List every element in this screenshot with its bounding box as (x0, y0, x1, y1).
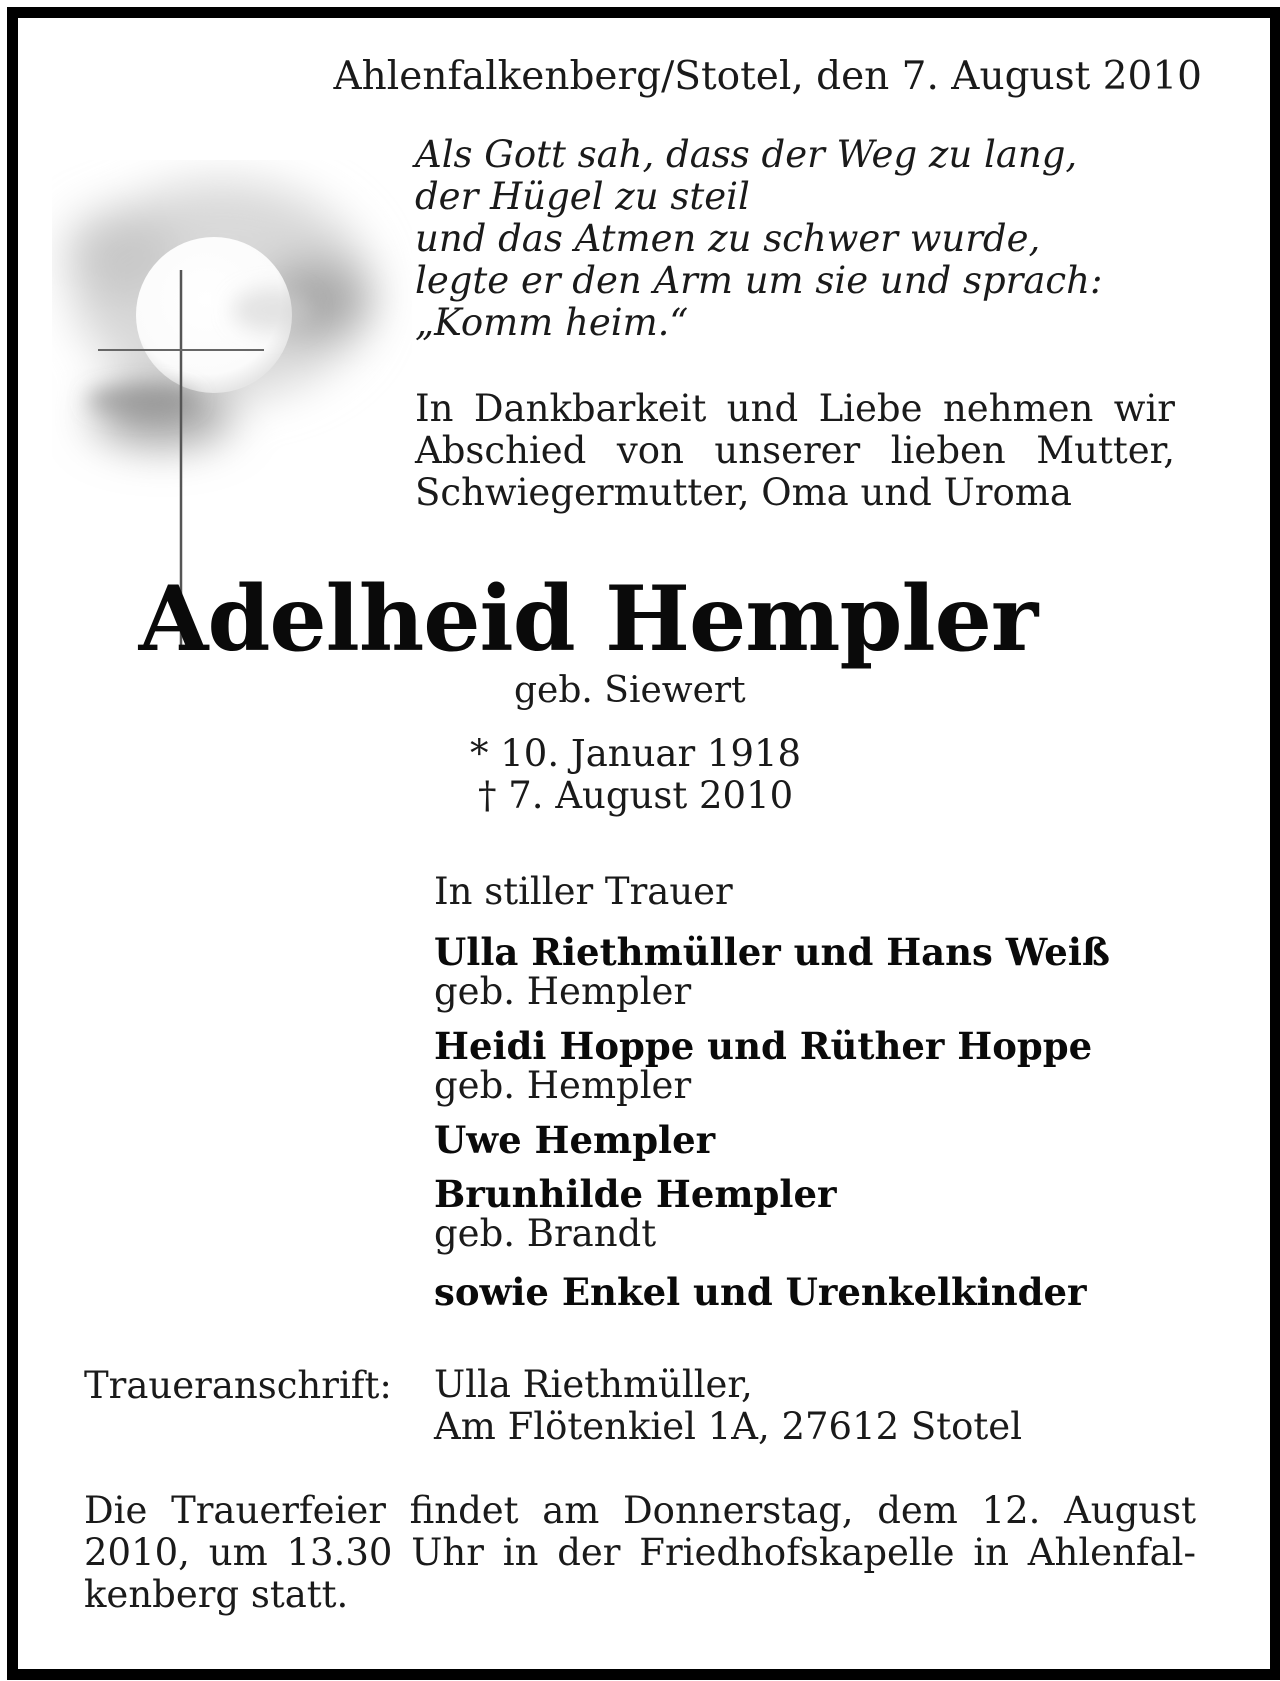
mourners-extra: sowie Enkel und Urenkelkinder (434, 1270, 1087, 1314)
ceremony-line: Die Trauerfeier findet am Donnerstag, dem 12. August (84, 1489, 1196, 1532)
poem (415, 134, 1102, 344)
mourner-born: geb. Hempler (434, 1064, 692, 1107)
deceased-name-row (0, 566, 1280, 672)
poem-line: der Hügel zu steil (415, 175, 750, 218)
address-label: Traueranschrift: (84, 1364, 392, 1407)
address-line: Am Flötenkiel 1A, 27612 Stotel (434, 1405, 1023, 1448)
intro-line: In Dankbarkeit und Liebe nehmen wir (415, 387, 1175, 430)
mourner-name: Brunhilde Hempler (434, 1172, 837, 1216)
ceremony-line: 2010, um 13.30 Uhr in der Friedhofskapelle in Ahlenfal- (84, 1531, 1196, 1574)
mourner-entry (434, 1174, 1110, 1254)
mourner-entry (434, 1120, 1110, 1160)
mourner-born: geb. Brandt (434, 1212, 657, 1255)
poem-line: legte er den Arm um sie und sprach: (415, 259, 1103, 302)
mourners-list (434, 932, 1110, 1268)
poem-line: Als Gott sah, dass der Weg zu lang, (415, 133, 1078, 176)
intro-line: Schwiegermutter, Oma und Uroma (415, 471, 1072, 514)
deceased-name: Adelheid Hempler (138, 566, 1038, 672)
ceremony-line: kenberg statt. (84, 1573, 349, 1616)
born-name: geb. Siewert (514, 670, 746, 711)
mourner-name: Heidi Hoppe und Rüther Hoppe (434, 1024, 1093, 1068)
poem-line: „Komm heim.“ (415, 301, 689, 344)
mourner-entry (434, 932, 1110, 1012)
intro-text (415, 388, 1175, 514)
mourner-name: Ulla Riethmüller und Hans Weiß (434, 930, 1110, 974)
intro-line: Abschied von unserer lieben Mutter, (415, 429, 1175, 472)
birth-date: * 10. Januar 1918 (470, 732, 802, 775)
death-date: † 7. August 2010 (478, 774, 794, 817)
poem-line: und das Atmen zu schwer wurde, (415, 217, 1041, 260)
address (434, 1364, 1022, 1448)
mourner-born: geb. Hempler (434, 970, 692, 1013)
mourner-entry (434, 1026, 1110, 1106)
mourning-heading: In stiller Trauer (434, 870, 733, 913)
mourner-name: Uwe Hempler (434, 1118, 716, 1162)
address-line: Ulla Riethmüller, (434, 1363, 753, 1406)
place-date: Ahlenfalkenberg/Stotel, den 7. August 2010 (333, 54, 1202, 99)
ceremony-text (84, 1490, 1196, 1616)
